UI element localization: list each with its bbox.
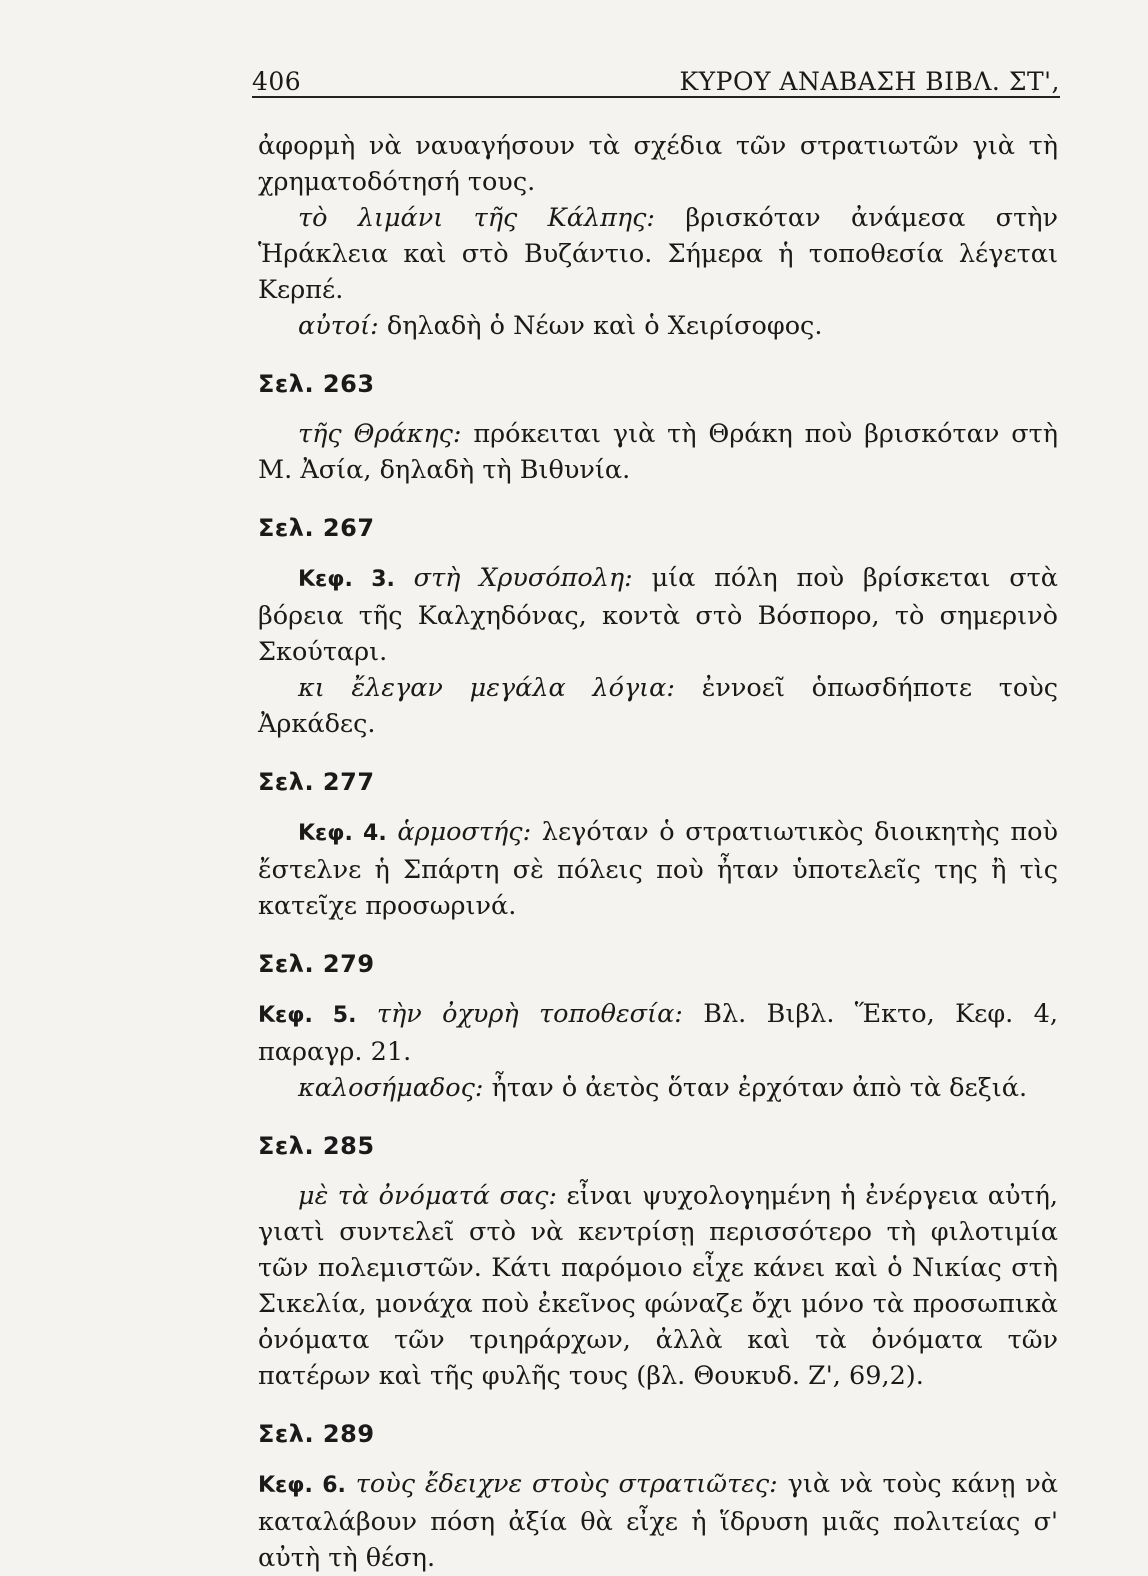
gloss-term: τῆς Θράκης: — [298, 419, 462, 449]
gloss-entry — [258, 560, 1058, 670]
section-heading: Σελ. 277 — [258, 768, 375, 796]
gloss-text: πρόκειται γιὰ τὴ Θράκη ποὺ βρισκόταν στὴ Μ. Ἀσία, δηλαδὴ τὴ Βιθυνία. — [258, 419, 1059, 485]
gloss-text: μία πόλη ποὺ βρίσκεται στὰ βόρεια τῆς Καλχηδόνας, κοντὰ στὸ Βόσπορο, τὸ σημερινὸ Σκούταρι. — [258, 563, 1058, 667]
gloss-entry — [258, 1466, 1058, 1576]
paragraph-text: ἀφορμὴ νὰ ναυαγήσουν τὰ σχέδια τῶν στρατιωτῶν γιὰ τὴ χρηματοδότησή τους. — [258, 131, 1058, 197]
gloss-text: λεγόταν ὁ στρατιωτικὸς διοικητὴς ποὺ ἔστελνε ἡ Σπάρτη σὲ πόλεις ποὺ ἦταν ὑποτελεῖς της ἢ τὶς κατεῖχε προσωρινά. — [258, 817, 1059, 921]
chapter-ref: Κεφ. 5. — [258, 1003, 357, 1028]
gloss-text: ἦταν ὁ ἀετὸς ὅταν ἐρχόταν ἀπὸ τὰ δεξιά. — [483, 1073, 1028, 1103]
gloss-term: κι ἔλεγαν μεγάλα λόγια: — [298, 673, 675, 703]
page-body — [258, 128, 1058, 1576]
section-heading: Σελ. 267 — [258, 514, 375, 542]
gloss-text: Βλ. Βιβλ. Ἕκτο, Κεφ. 4, παραγρ. 21. — [258, 999, 1058, 1067]
running-header — [252, 52, 1060, 96]
section-heading: Σελ. 263 — [258, 370, 375, 398]
chapter-ref: Κεφ. 3. — [298, 567, 395, 592]
gloss-term: τὸ λιμάνι τῆς Κάλπης: — [298, 203, 655, 233]
gloss-term: τὴν ὀχυρὴ τοποθεσία: — [356, 999, 683, 1029]
gloss-term: τοὺς ἔδειχνε στοὺς στρατιῶτες: — [345, 1469, 778, 1499]
paragraph — [258, 128, 1058, 200]
page-number: 406 — [252, 67, 302, 96]
chapter-ref: Κεφ. 6. — [258, 1473, 346, 1498]
header-rule — [252, 96, 1060, 98]
gloss-entry — [258, 1178, 1058, 1394]
running-title: ΚΥΡΟΥ ΑΝΑΒΑΣΗ ΒΙΒΛ. ΣΤ', — [679, 67, 1060, 96]
gloss-term: αὐτοί: — [298, 311, 379, 341]
gloss-entry — [258, 416, 1058, 488]
gloss-term: καλοσήμαδος: — [298, 1073, 484, 1103]
gloss-text: εἶναι ψυχολογημένη ἡ ἐνέργεια αὐτή, γιατὶ συντελεῖ στὸ νὰ κεντρίσῃ περισσότερο τὴ φιλοτιμία τῶν πολεμιστῶν. Κάτι παρόμοιο εἶχε κάνει καὶ ὁ Νικίας στὴ Σικελία, μονάχα ποὺ ἐκεῖνος φώναζε ὄχι μόνο τὰ προσωπικὰ ὀνόματα τῶν τριηράρχων, ἀλλὰ καὶ τὰ ὀνόματα τῶν πατέρων καὶ τῆς φυλῆς τους (βλ. Θουκυδ. Ζ', 69,2). — [258, 1181, 1059, 1391]
gloss-entry — [258, 996, 1058, 1070]
gloss-term: μὲ τὰ ὀνόματά σας: — [298, 1181, 557, 1211]
gloss-entry — [258, 308, 1058, 344]
chapter-ref: Κεφ. 4. — [298, 821, 387, 846]
section-heading: Σελ. 279 — [258, 950, 375, 978]
gloss-entry — [258, 200, 1058, 308]
gloss-term: ἁρμοστής: — [386, 817, 532, 847]
gloss-text: ἐννοεῖ ὁπωσδήποτε τοὺς Ἀρκάδες. — [258, 673, 1058, 739]
gloss-entry — [258, 670, 1058, 742]
gloss-text: βρισκόταν ἀνάμεσα στὴν Ἡράκλεια καὶ στὸ Βυζάντιο. Σήμερα ἡ τοποθεσία λέγεται Κερπέ. — [258, 203, 1058, 305]
gloss-text: δηλαδὴ ὁ Νέων καὶ ὁ Χειρίσοφος. — [378, 311, 823, 341]
section-heading: Σελ. 289 — [258, 1420, 375, 1448]
gloss-term: στὴ Χρυσόπολη: — [394, 563, 633, 593]
section-heading: Σελ. 285 — [258, 1132, 375, 1160]
gloss-entry — [258, 814, 1058, 924]
gloss-text: γιὰ νὰ τοὺς κάνῃ νὰ καταλάβουν πόση ἀξία θὰ εἶχε ἡ ἵδρυση μιᾶς πολιτείας σ' αὐτὴ τὴ θέση. — [258, 1469, 1059, 1573]
gloss-entry — [258, 1070, 1058, 1106]
